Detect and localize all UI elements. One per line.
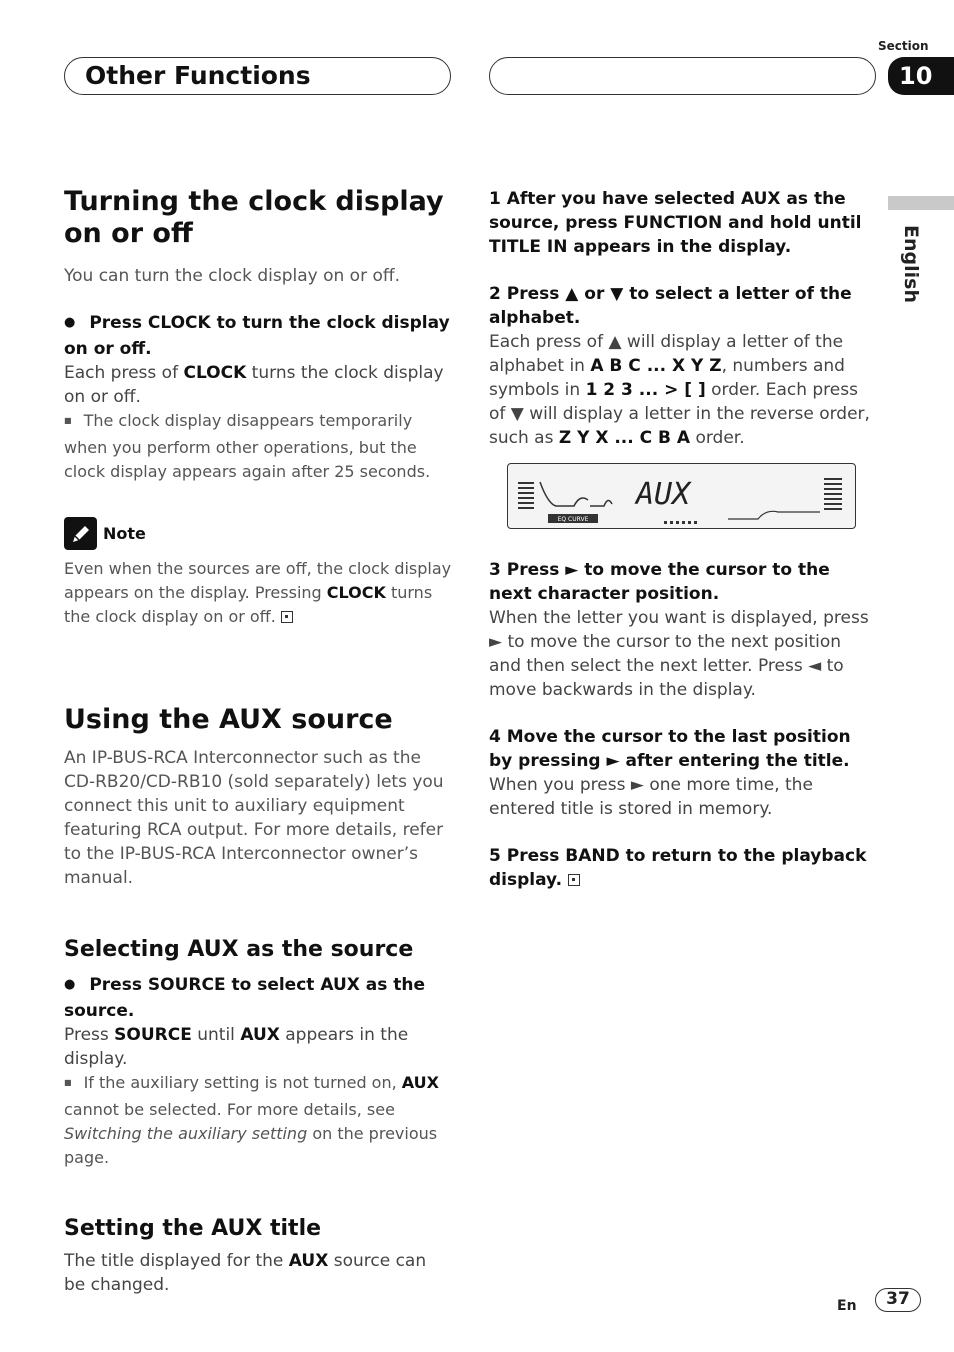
- clock-heading: Turning the clock display on or off: [64, 186, 444, 249]
- end-mark-icon: [568, 874, 580, 886]
- language-label: English: [900, 225, 922, 303]
- step-3-description: When the letter you want is displayed, press ► to move the cursor to the next position and then select the next letter. Press ◄ to move backwards in the display.: [489, 608, 869, 700]
- end-mark-icon: [281, 611, 293, 623]
- clock-instruction: ● Press CLOCK to turn the clock display on or off.: [64, 311, 452, 361]
- lcd-graphic: [508, 464, 854, 527]
- note-text: Even when the sources are off, the clock display appears on the display. Pressing CLOCK turns the clock display on or off.: [64, 558, 452, 626]
- pencil-icon: [64, 517, 97, 550]
- select-aux-description: Press SOURCE until AUX appears in the display.: [64, 1024, 409, 1069]
- right-column: [489, 187, 875, 450]
- clock-intro: You can turn the clock display on or off.: [64, 266, 400, 286]
- note-header: [64, 517, 146, 550]
- section-label: Section: [878, 39, 929, 53]
- step-4: 4 Move the cursor to the last position by pressing ► after entering the title.: [489, 727, 851, 771]
- section-title-pill: [64, 57, 451, 95]
- lcd-label: EQ CURVE: [557, 516, 589, 523]
- select-aux-heading: Selecting AUX as the source: [64, 936, 414, 962]
- step-3: 3 Press ► to move the cursor to the next character position.: [489, 560, 830, 604]
- step-2: 2 Press ▲ or ▼ to select a letter of the alphabet.: [489, 284, 852, 328]
- language-tab: [888, 196, 954, 210]
- aux-title-description: The title displayed for the AUX source can be changed.: [64, 1250, 427, 1295]
- step-1: 1 After you have selected AUX as the source, press FUNCTION and hold until TITLE IN appears in the display.: [489, 189, 862, 257]
- lcd-display-illustration: [507, 463, 856, 529]
- aux-intro: An IP-BUS-RCA Interconnector such as the CD-RB20/CD-RB10 (sold separately) lets you connect this unit to auxiliary equipment featuring RCA output. For more details, refer to the IP-BUS-RCA Interconnector owner’s manual.: [64, 747, 444, 888]
- note-label: Note: [103, 523, 146, 543]
- section-title: Other Functions: [85, 61, 311, 90]
- page-number: 37: [875, 1288, 921, 1312]
- section-number: 10: [888, 57, 954, 95]
- select-aux-tip: ■ If the auxiliary setting is not turned on, AUX cannot be selected. For more details, see Switching the auxiliary setting on the previous page.: [64, 1071, 452, 1170]
- right-column-lower: [489, 558, 875, 892]
- clock-description: Each press of CLOCK turns the clock display on or off.: [64, 363, 444, 407]
- aux-title-heading: Setting the AUX title: [64, 1215, 322, 1241]
- left-column: [64, 186, 452, 1297]
- clock-tip: ■ The clock display disappears temporarily when you perform other operations, but the clock display appears again after 25 seconds.: [64, 409, 452, 484]
- step-2-description: Each press of ▲ will display a letter of the alphabet in A B C ... X Y Z, numbers and symbols in 1 2 3 ... > [ ] order. Each press of ▼ will display a letter in the reverse order, such as Z Y X ... C B A order.: [489, 332, 870, 448]
- lcd-text: AUX: [636, 477, 691, 512]
- header-blank-pill: [489, 57, 876, 95]
- aux-heading: Using the AUX source: [64, 703, 393, 735]
- select-aux-instruction: ● Press SOURCE to select AUX as the source.: [64, 973, 452, 1023]
- step-5: 5 Press BAND to return to the playback display.: [489, 846, 867, 890]
- footer-language: En: [837, 1298, 857, 1314]
- step-4-description: When you press ► one more time, the entered title is stored in memory.: [489, 775, 813, 819]
